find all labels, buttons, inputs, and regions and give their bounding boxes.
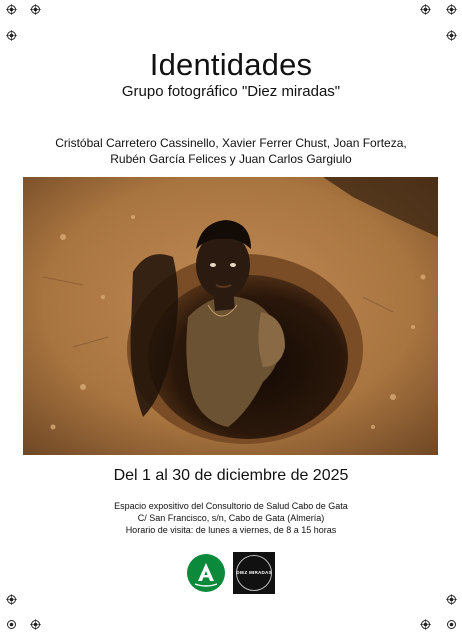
poster-title: Identidades [149,47,313,82]
authors-line: Cristóbal Carretero Cassinello, Xavier Ferrer Chust, Joan Forteza, [55,136,407,150]
junta-andalucia-logo [186,553,226,593]
venue-line: C/ San Francisco, s/n, Cabo de Gata (Almería) [137,513,325,523]
registration-mark-icon [6,594,17,605]
registration-mark-icon [420,619,431,630]
registration-mark-icon [6,619,17,630]
venue-line: Horario de visita: de lunes a viernes, de 8 a 15 horas [125,525,337,535]
registration-mark-icon [30,4,41,15]
featured-photograph [23,177,438,455]
registration-mark-icon [30,619,41,630]
exhibition-dates: Del 1 al 30 de diciembre de 2025 [113,467,349,484]
registration-mark-icon [6,30,17,41]
registration-mark-icon [420,4,431,15]
registration-mark-icon [446,30,457,41]
registration-mark-icon [6,4,17,15]
registration-mark-icon [446,619,457,630]
registration-mark-icon [446,594,457,605]
venue-block [0,500,462,536]
logo-text: DIEZ MIRADAS [236,570,272,575]
authors-line: Rubén García Felices y Juan Carlos Gargiulo [110,152,352,166]
registration-mark-icon [446,4,457,15]
authors-block [30,135,432,167]
venue-line: Espacio expositivo del Consultorio de Salud Cabo de Gata [114,501,348,511]
poster-subtitle: Grupo fotográfico "Diez miradas" [121,83,341,100]
diez-miradas-logo [233,552,275,594]
